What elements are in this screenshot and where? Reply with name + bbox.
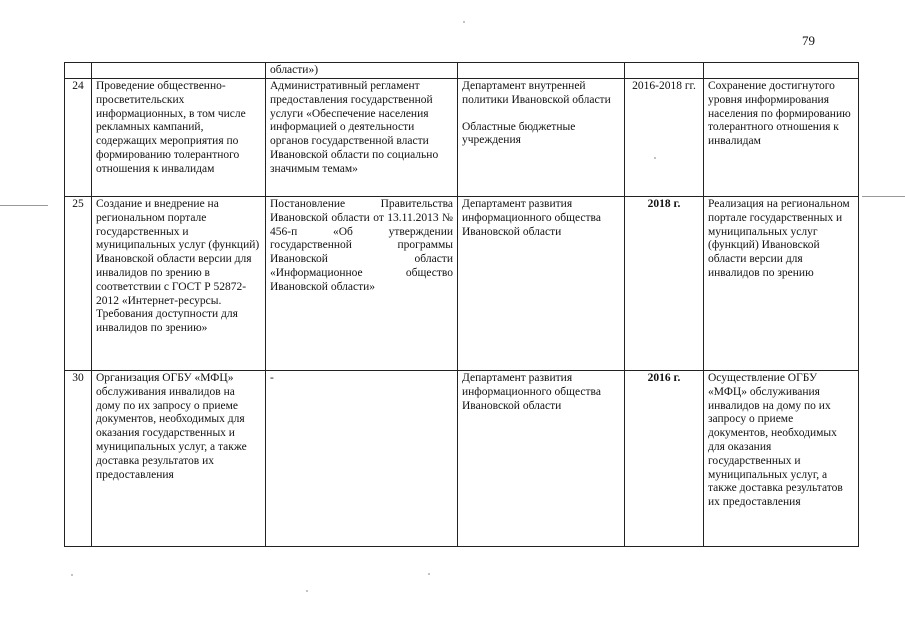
scan-dot [428, 573, 430, 575]
cell-term: 2018 г. [625, 197, 704, 371]
cell-basis: области») [266, 63, 458, 79]
cell-basis: Постановление Правительства Ивановской области от 13.11.2013 № 456-п «Об утверждении государственной программы Ивановской области «Информационное общество Ивановской области» [266, 197, 458, 371]
spacer [462, 108, 620, 121]
cell-executor: Департамент развития информационного общества Ивановской области [458, 371, 625, 547]
scan-mark-right [862, 196, 905, 197]
scan-dot [71, 574, 73, 576]
executor-extra-text: Областные бюджетные учреждения [462, 120, 576, 147]
table-row [65, 79, 859, 197]
table-row-continuation [65, 63, 859, 79]
scan-dot [306, 590, 308, 592]
cell-term [625, 63, 704, 79]
executor-text: Департамент внутренней политики Ивановской области [462, 80, 611, 106]
cell-basis: - [266, 371, 458, 547]
cell-term: 2016-2018 гг. [625, 79, 704, 197]
table-row [65, 371, 859, 547]
cell-measure: Проведение общественно-просветительских информационных, в том числе рекламных кампаний, содержащих мероприятия по формированию толерантного отношения к инвалидам [92, 79, 266, 197]
cell-executor: Департамент развития информационного общества Ивановской области [458, 197, 625, 371]
cell-num: 30 [65, 371, 92, 547]
cell-basis: Административный регламент предоставления государственной услуги «Обеспечение населения информацией о деятельности органов государственной власти Ивановской области по социально значимым темам» [266, 79, 458, 197]
cell-num: 24 [65, 79, 92, 197]
table-row [65, 197, 859, 371]
scan-mark-left [0, 205, 48, 206]
measures-table [64, 62, 859, 547]
cell-term: 2016 г. [625, 371, 704, 547]
cell-executor [458, 63, 625, 79]
cell-measure [92, 63, 266, 79]
cell-result [704, 63, 859, 79]
cell-result: Сохранение достигнутого уровня информирования населения по формированию толерантного отношения к инвалидам [704, 79, 859, 197]
scan-dot [463, 21, 465, 23]
cell-num [65, 63, 92, 79]
cell-result: Осуществление ОГБУ «МФЦ» обслуживания инвалидов на дому по их запросу о приеме документов, необходимых для оказания государственных и муниципальных услуг, а также доставка результатов их предоставления [704, 371, 859, 547]
cell-measure: Создание и внедрение на региональном портале государственных и муниципальных услуг (функций) Ивановской области версии для инвалидов по зрению в соответствии с ГОСТ Р 52872-2012 «Интернет-ресурсы. Требования доступности для инвалидов по зрению» [92, 197, 266, 371]
cell-measure: Организация ОГБУ «МФЦ» обслуживания инвалидов на дому по их запросу о приеме документов, необходимых для оказания государственных и муниципальных услуг, а также доставка результатов их предоставления [92, 371, 266, 547]
cell-executor [458, 79, 625, 197]
cell-result: Реализация на региональном портале государственных и муниципальных услуг (функций) Ивановской области версии для инвалидов по зрению [704, 197, 859, 371]
page-number: 79 [802, 33, 815, 48]
cell-num: 25 [65, 197, 92, 371]
